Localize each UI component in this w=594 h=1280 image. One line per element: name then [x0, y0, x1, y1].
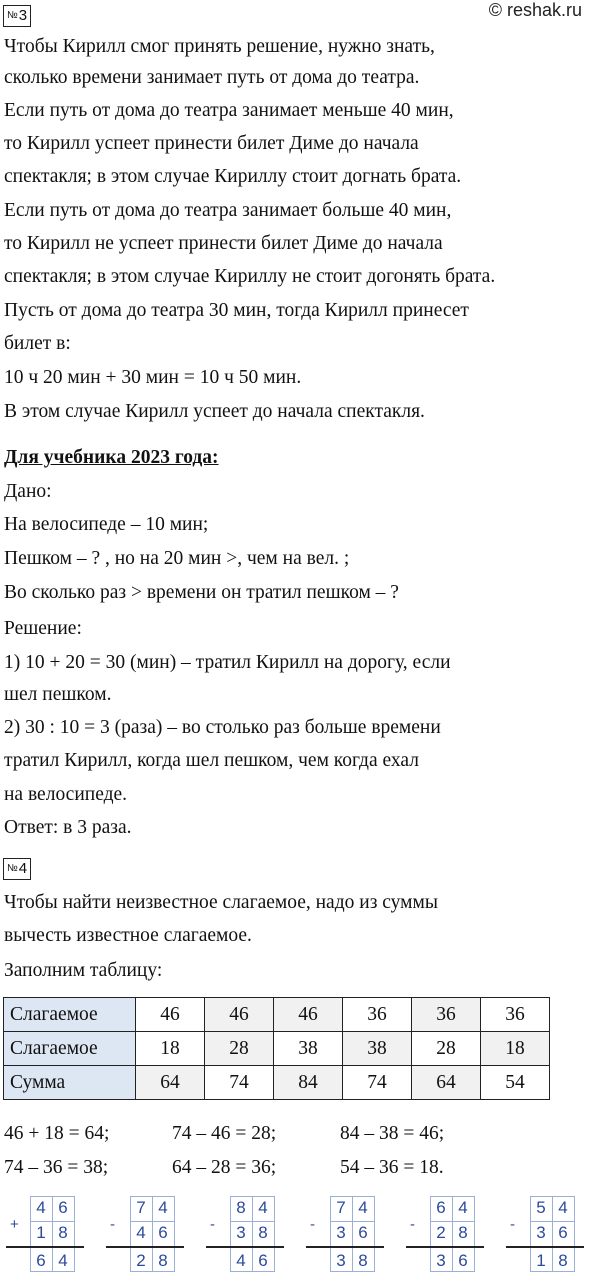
table-cell: 74: [343, 1066, 412, 1100]
digit: 3: [236, 1223, 246, 1242]
grid-line: [274, 1196, 275, 1272]
text-line: Во сколько раз > времени он тратил пешком – ?: [4, 582, 399, 603]
operation-sign: -: [310, 1216, 315, 1233]
digit: 4: [558, 1198, 568, 1217]
table-cell: 18: [136, 1032, 205, 1066]
row-header: Слагаемое: [4, 998, 136, 1032]
column-calculation: [306, 1196, 386, 1274]
task-4-number-badge: [3, 858, 31, 880]
digit: 8: [58, 1223, 68, 1242]
table-cell: 64: [136, 1066, 205, 1100]
column-calculation: [506, 1196, 586, 1274]
text-line: сколько времени занимает путь от дома до театра.: [4, 67, 420, 88]
operation-sign: -: [410, 1216, 415, 1233]
result-line: [406, 1246, 484, 1248]
digit: 3: [336, 1223, 346, 1242]
digit: 4: [236, 1251, 246, 1270]
text-line: В этом случае Кирилл успеет до начала спектакля.: [4, 401, 425, 422]
table-cell: 36: [481, 998, 550, 1032]
digit: 6: [258, 1251, 268, 1270]
text-line: Если путь от дома до театра занимает меньше 40 мин,: [4, 100, 454, 121]
text-line: тратил Кирилл, когда шел пешком, чем когда ехал: [4, 750, 419, 771]
text-line: 1) 10 + 20 = 30 (мин) – тратил Кирилл на дорогу, если: [4, 652, 451, 673]
digit: 7: [136, 1198, 146, 1217]
equation: 46 + 18 = 64;: [4, 1123, 110, 1144]
result-line: [106, 1246, 184, 1248]
table-cell: 74: [205, 1066, 274, 1100]
table-cell: 28: [205, 1032, 274, 1066]
result-line: [306, 1246, 384, 1248]
text-line: на велосипеде.: [4, 784, 128, 805]
digit: 6: [158, 1223, 168, 1242]
row-header: Слагаемое: [4, 1032, 136, 1066]
table-cell: 36: [412, 998, 481, 1032]
digit: 2: [436, 1223, 446, 1242]
table-cell: 64: [412, 1066, 481, 1100]
result-line: [6, 1246, 84, 1248]
digit: 4: [58, 1251, 68, 1270]
digit: 4: [358, 1198, 368, 1217]
digit: 1: [536, 1251, 546, 1270]
digit: 8: [558, 1251, 568, 1270]
digit: 3: [536, 1223, 546, 1242]
digit: 4: [136, 1223, 146, 1242]
text-line: 2) 30 : 10 = 3 (раза) – во столько раз больше времени: [4, 717, 441, 738]
operation-sign: +: [10, 1216, 19, 1233]
digit: 1: [36, 1223, 46, 1242]
text-line: Пусть от дома до театра 30 мин, тогда Кирилл принесет: [4, 300, 469, 321]
text-line: шел пешком.: [4, 684, 112, 705]
digit: 8: [358, 1251, 368, 1270]
operation-sign: -: [110, 1216, 115, 1233]
task-4-number: 4: [18, 860, 28, 877]
digit: 3: [336, 1251, 346, 1270]
grid-line: [574, 1196, 575, 1272]
equation: 74 – 46 = 28;: [172, 1123, 277, 1144]
text-line: спектакля; в этом случае Кириллу не стоит догонять брата.: [4, 266, 496, 287]
text-line: Пешком – ? , но на 20 мин >, чем на вел. ;: [4, 548, 350, 569]
digit: 6: [558, 1223, 568, 1242]
text-line: вычесть известное слагаемое.: [4, 925, 252, 946]
text-line: Ответ: в 3 раза.: [4, 817, 132, 838]
table-cell: 54: [481, 1066, 550, 1100]
grid-line: [174, 1196, 175, 1272]
column-calculation: [106, 1196, 186, 1274]
table-row: [4, 998, 550, 1032]
digit: 6: [358, 1223, 368, 1242]
table-cell: 36: [343, 998, 412, 1032]
text-line: На велосипеде – 10 мин;: [4, 514, 209, 535]
digit: 5: [536, 1198, 546, 1217]
digit: 4: [458, 1198, 468, 1217]
table-row: [4, 1066, 550, 1100]
table-row: [4, 1032, 550, 1066]
text-line: Дано:: [4, 481, 52, 502]
digit: 6: [36, 1251, 46, 1270]
digit: 8: [158, 1251, 168, 1270]
text-line: спектакля; в этом случае Кириллу стоит догнать брата.: [4, 166, 462, 187]
table-cell: 38: [274, 1032, 343, 1066]
digit: 7: [336, 1198, 346, 1217]
grid-line: [374, 1196, 375, 1272]
equation: 74 – 36 = 38;: [4, 1157, 109, 1178]
digit: 4: [36, 1198, 46, 1217]
text-line: Решение:: [4, 618, 82, 639]
grid-line: [74, 1196, 75, 1272]
text-line: то Кирилл успеет принести билет Диме до начала: [4, 133, 419, 154]
text-line: Чтобы Кирилл смог принять решение, нужно знать,: [4, 36, 435, 57]
site-watermark: © reshak.ru: [488, 0, 582, 20]
result-line: [506, 1246, 584, 1248]
digit: 8: [258, 1223, 268, 1242]
table-cell: 46: [205, 998, 274, 1032]
column-calculation: [206, 1196, 286, 1274]
equation: 84 – 38 = 46;: [340, 1123, 445, 1144]
table-cell: 46: [274, 998, 343, 1032]
number-sign: №: [7, 10, 18, 21]
equation: 54 – 36 = 18.: [340, 1157, 444, 1178]
table-cell: 84: [274, 1066, 343, 1100]
text-line: билет в:: [4, 333, 71, 354]
text-line: то Кирилл не успеет принести билет Диме до начала: [4, 233, 443, 254]
digit: 6: [436, 1198, 446, 1217]
digit: 4: [258, 1198, 268, 1217]
column-calculation: [406, 1196, 486, 1274]
grid-line: [474, 1196, 475, 1272]
table-cell: 46: [136, 998, 205, 1032]
digit: 3: [436, 1251, 446, 1270]
text-line: Чтобы найти неизвестное слагаемое, надо из суммы: [4, 892, 438, 913]
task-3-number-badge: [3, 5, 31, 27]
text-line: 10 ч 20 мин + 30 мин = 10 ч 50 мин.: [4, 367, 302, 388]
digit: 8: [458, 1223, 468, 1242]
text-line: Если путь от дома до театра занимает больше 40 мин,: [4, 200, 452, 221]
digit: 8: [236, 1198, 246, 1217]
heading-2023: Для учебника 2023 года:: [4, 447, 219, 468]
task-3-number: 3: [18, 7, 28, 24]
number-sign: №: [7, 863, 18, 874]
addends-table: [3, 997, 550, 1100]
equation: 64 – 28 = 36;: [172, 1157, 277, 1178]
result-line: [206, 1246, 284, 1248]
operation-sign: -: [210, 1216, 215, 1233]
table-cell: 28: [412, 1032, 481, 1066]
digit: 4: [158, 1198, 168, 1217]
row-header: Сумма: [4, 1066, 136, 1100]
operation-sign: -: [510, 1216, 515, 1233]
digit: 6: [458, 1251, 468, 1270]
digit: 6: [58, 1198, 68, 1217]
text-line: Заполним таблицу:: [4, 960, 163, 981]
table-cell: 18: [481, 1032, 550, 1066]
digit: 2: [136, 1251, 146, 1270]
column-calculation: [6, 1196, 86, 1274]
table-cell: 38: [343, 1032, 412, 1066]
